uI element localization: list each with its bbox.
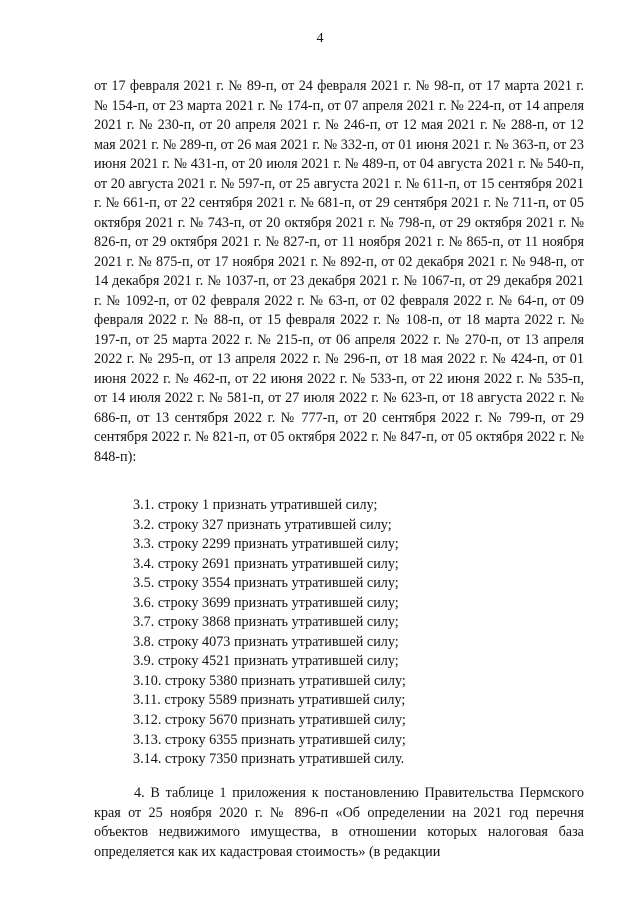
page-number: 4 bbox=[316, 31, 324, 46]
list-item: 3.3. строку 2299 признать утратившей силу; bbox=[133, 536, 399, 553]
list-item: 3.6. строку 3699 признать утратившей силу; bbox=[133, 594, 399, 611]
list-item: 3.5. строку 3554 признать утратившей силу; bbox=[133, 575, 399, 592]
list-item: 3.7. строку 3868 признать утратившей силу; bbox=[133, 614, 399, 631]
items-list bbox=[133, 496, 583, 770]
list-item: 3.1. строку 1 признать утратившей силу; bbox=[133, 497, 378, 513]
list-item: 3.2. строку 327 признать утратившей силу; bbox=[133, 516, 392, 533]
list-item: 3.4. строку 2691 признать утратившей силу; bbox=[133, 555, 399, 572]
list-item: 3.11. строку 5589 признать утратившей силу; bbox=[133, 692, 406, 709]
paragraph-amendments-list: от 17 февраля 2021 г. № 89-п, от 24 февраля 2021 г. № 98-п, от 17 марта 2021 г. № 154-п, от 23 марта 2021 г. № 174-п, от 07 апреля 2021 г. № 224-п, от 14 апреля 2021 г. № 230-п, от 20 апреля 2021 г. № 246-п, от 12 мая 2021 г. № 288-п, от 12 мая 2021 г. № 289-п, от 26 мая 2021 г. № 332-п, от 01 июня 2021 г. № 363-п, от 23 июня 2021 г. № 431-п, от 20 июля 2021 г. № 489-п, от 04 августа 2021 г. № 540-п, от 20 августа 2021 г. № 597-п, от 25 августа 2021 г. № 611-п, от 15 сентября 2021 г. № 661-п, от 22 сентября 2021 г. № 681-п, от 29 сентября 2021 г. № 711-п, от 05 октября 2021 г. № 743-п, от 20 октября 2021 г. № 798-п, от 29 октября 2021 г. № 826-п, от 29 октября 2021 г. № 827-п, от 11 ноября 2021 г. № 865-п, от 11 ноября 2021 г. № 875-п, от 17 ноября 2021 г. № 892-п, от 02 декабря 2021 г. № 948-п, от 14 декабря 2021 г. № 1037-п, от 23 декабря 2021 г. № 1067-п, от 29 декабря 2021 г. № 1092-п, от 02 февраля 2022 г. № 63-п, от 02 февраля 2022 г. № 64-п, от 09 февраля 2022 г. № 88-п, от 15 февраля 2022 г. № 108-п, от 18 марта 2022 г. № 197-п, от 25 марта 2022 г. № 215-п, от 06 апреля 2022 г. № 270-п, от 13 апреля 2022 г. № 295-п, от 13 апреля 2022 г. № 296-п, от 18 мая 2022 г. № 424-п, от 01 июня 2022 г. № 462-п, от 22 июня 2022 г. № 533-п, от 22 июня 2022 г. № 535-п, от 14 июля 2022 г. № 581-п, от 27 июля 2022 г. № 623-п, от 18 августа 2022 г. № 686-п, от 13 сентября 2022 г. № 777-п, от 20 сентября 2022 г. № 799-п, от 29 сентября 2022 г. № 821-п, от 05 октября 2022 г. № 847-п, от 05 октября 2022 г. № 848-п): bbox=[94, 78, 584, 465]
list-item: 3.13. строку 6355 признать утратившей силу; bbox=[133, 731, 406, 748]
list-item: 3.10. строку 5380 признать утратившей силу; bbox=[133, 672, 406, 689]
list-item: 3.12. строку 5670 признать утратившей силу; bbox=[133, 712, 406, 729]
list-item: 3.9. строку 4521 признать утратившей силу; bbox=[133, 653, 399, 670]
paragraph-4: 4. В таблице 1 приложения к постановлению Правительства Пермского края от 25 ноября 2020 г. № 896-п «Об определении на 2021 год перечня объектов недвижимого имущества, в отношении которых налоговая база определяется как их кадастровая стоимость» (в редакции bbox=[94, 785, 584, 860]
list-item: 3.8. строку 4073 признать утратившей силу; bbox=[133, 633, 399, 650]
list-item: 3.14. строку 7350 признать утратившей силу. bbox=[133, 751, 405, 768]
